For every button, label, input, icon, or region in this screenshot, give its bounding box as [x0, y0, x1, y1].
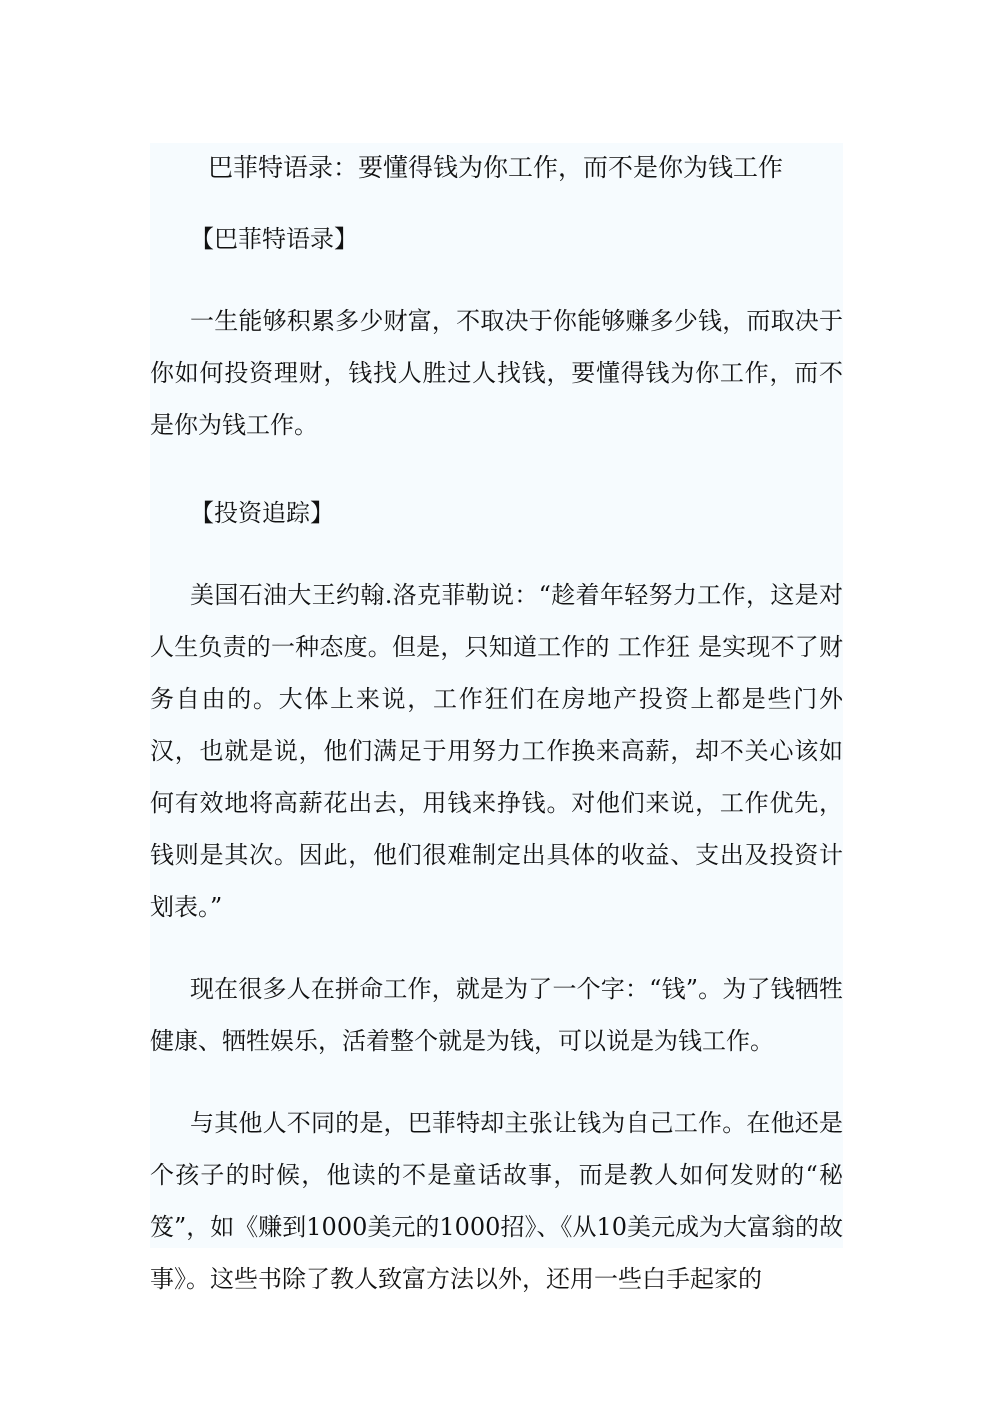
- paragraph-buffett-childhood: 与其他人不同的是，巴菲特却主张让钱为自己工作。在他还是个孩子的时候，他读的不是童话故事，而是教人如何发财的“秘笈”，如《赚到1000美元的1000招》、《从10美元成为大富翁的故事》。这些书除了教人致富方法以外，还用一些白手起家的: [150, 1109, 843, 1293]
- section-heading-quotes: 【巴菲特语录】: [190, 225, 358, 253]
- document-body: [150, 143, 843, 1305]
- paragraph-quote: 一生能够积累多少财富，不取决于你能够赚多少钱，而取决于你如何投资理财，钱找人胜过人找钱，要懂得钱为你工作，而不是你为钱工作。: [150, 307, 843, 439]
- paragraph-rockefeller: 美国石油大王约翰.洛克菲勒说：“趁着年轻努力工作，这是对人生负责的一种态度。但是，只知道工作的 工作狂 是实现不了财务自由的。大体上来说，工作狂们在房地产投资上都是些门外汉，也就是说，他们满足于用努力工作换来高薪，却不关心该如何有效地将高薪花出去，用钱来挣钱。对他们来说，工作优先，钱则是其次。因此，他们很难制定出具体的收益、支出及投资计划表。”: [150, 581, 843, 921]
- document-title: 巴菲特语录：要懂得钱为你工作，而不是你为钱工作: [208, 153, 784, 182]
- section-heading-tracking: 【投资追踪】: [190, 499, 334, 527]
- paragraph-working-for-money: 现在很多人在拼命工作，就是为了一个字：“钱”。为了钱牺牲健康、牺牲娱乐，活着整个就是为钱，可以说是为钱工作。: [150, 975, 843, 1055]
